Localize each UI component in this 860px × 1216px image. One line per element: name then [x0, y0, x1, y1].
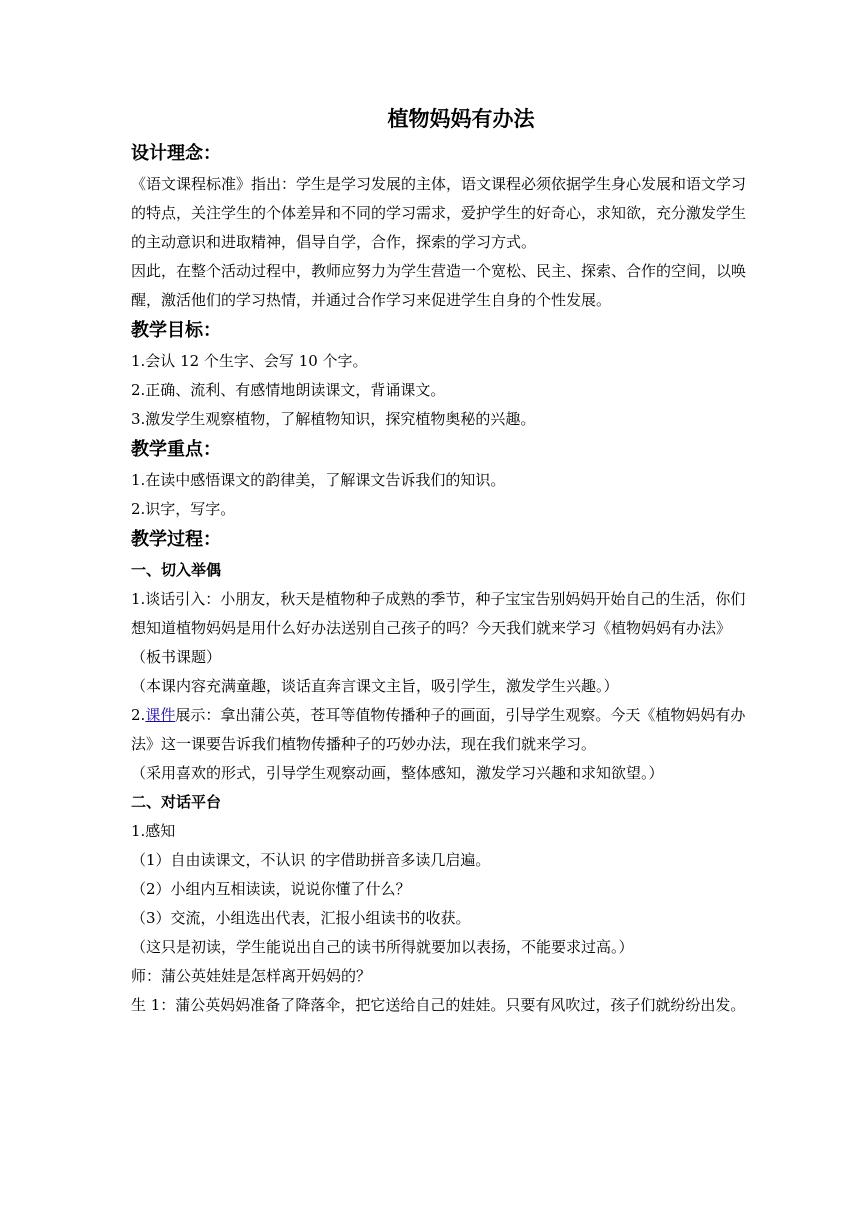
part1-heading: 一、切入举偶: [131, 561, 222, 579]
goals-heading: 教学目标：: [131, 320, 221, 341]
process-note: （本课内容充满童趣，谈话直奔言课文主旨，吸引学生，激发学生兴趣。）: [131, 677, 619, 695]
paragraph-text: 展示：拿出蒲公英，苍耳等值物传播种子的画面，引导学生观察。今天《植物妈妈有办法》这一课要告诉我们植物传播种子的巧妙办法，现在我们就来学习。: [131, 706, 746, 753]
goal-item: 3.激发学生观察植物，了解植物知识，探究植物奥秘的兴趣。: [131, 410, 536, 428]
dialog-item: （3）交流，小组选出代表，汇报小组读书的收获。: [131, 909, 471, 927]
dialog-item: （2）小组内互相读读，说说你懂了什么？: [131, 880, 411, 898]
document-title: 植物妈妈有办法: [387, 107, 535, 131]
dialog-item: 1.感知: [131, 822, 176, 840]
goal-item: 2.正确、流利、有感情地朗读课文，背诵课文。: [131, 381, 446, 399]
dialog-item: 生 1：蒲公英妈妈准备了降落伞，把它送给自己的娃娃。只要有风吹过，孩子们就纷纷出发。: [131, 996, 746, 1014]
process-note: （采用喜欢的形式，引导学生观察动画，整体感知，激发学习兴趣和求知欲望。）: [131, 764, 664, 782]
dialog-item: 师：蒲公英娃娃是怎样离开妈妈的？: [131, 967, 372, 985]
keypoints-heading: 教学重点：: [131, 439, 221, 460]
process-paragraph: [131, 701, 751, 759]
document-body: [131, 100, 751, 1020]
design-paragraph: 因此，在整个活动过程中，教师应努力为学生营造一个宽松、民主、探索、合作的空间，以唤醒，激活他们的学习热情，并通过合作学习来促进学生自身的个性发展。: [131, 262, 747, 309]
design-paragraph: 《语文课程标准》指出：学生是学习发展的主体，语文课程必须依据学生身心发展和语文学习的特点，关注学生的个体差异和不同的学习需求，爱护学生的好奇心，求知欲，充分激发学生的主动意识和进取精神，倡导自学，合作，探索的学习方式。: [131, 175, 747, 251]
dialog-item: （1）自由读课文，不认识 的字借助拼音多读几启遍。: [131, 851, 491, 869]
dialog-item: （这只是初读，学生能说出自己的读书所得就要加以表扬，不能要求过高。）: [131, 938, 634, 956]
process-paragraph: 1.谈话引入：小朋友，秋天是植物种子成熟的季节，种子宝宝告别妈妈开始自己的生活，你们想知道植物妈妈是用什么好办法送别自己孩子的吗？今天我们就来学习《植物妈妈有办法》（板书课题）: [131, 590, 746, 666]
design-heading: 设计理念：: [131, 143, 221, 164]
keypoint-item: 1.在读中感悟课文的韵律美，了解课文告诉我们的知识。: [131, 471, 506, 489]
goal-item: 1.会认 12 个生字、会写 10 个字。: [131, 352, 368, 370]
courseware-link[interactable]: 课件: [145, 706, 176, 724]
part2-heading: 二、对话平台: [131, 793, 222, 811]
paragraph-number: 2.: [131, 706, 146, 724]
process-heading: 教学过程：: [131, 529, 221, 550]
keypoint-item: 2.识字，写字。: [131, 500, 236, 518]
